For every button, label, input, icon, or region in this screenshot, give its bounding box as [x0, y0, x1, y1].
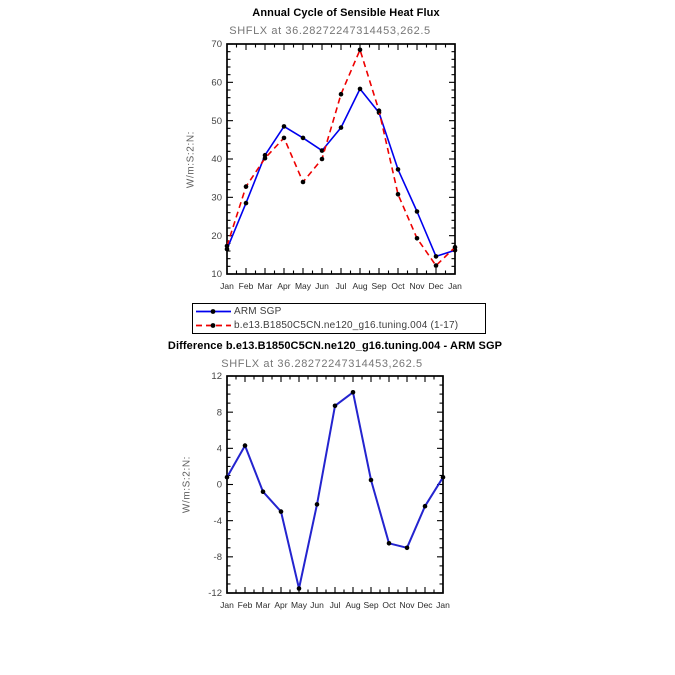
diff-chart	[208, 371, 450, 610]
data-point	[263, 156, 268, 161]
tick-label: 60	[211, 77, 222, 89]
tick-label: Nov	[399, 600, 415, 610]
tick-label: Mar	[257, 281, 273, 291]
tick-label: Jan	[220, 600, 234, 610]
tick-label: May	[290, 600, 308, 610]
tick-label: Dec	[428, 281, 444, 291]
tick-label: 20	[211, 230, 222, 242]
tick-label: Sep	[363, 600, 379, 610]
tick-label: Jan	[448, 281, 462, 291]
legend	[192, 303, 486, 334]
data-point	[358, 87, 363, 92]
tick-label: Mar	[255, 600, 271, 610]
top-chart-title: Annual Cycle of Sensible Heat Flux	[252, 7, 440, 19]
data-point	[339, 125, 344, 130]
tick-label: Aug	[352, 281, 368, 291]
legend-entry-model	[195, 319, 485, 332]
data-point	[369, 478, 374, 483]
data-point	[434, 254, 439, 259]
tick-label: 8	[216, 407, 222, 419]
data-point	[377, 108, 382, 113]
data-point	[434, 263, 439, 268]
tick-label: Feb	[238, 281, 254, 291]
data-point	[441, 475, 446, 480]
data-point	[225, 475, 230, 480]
data-point	[244, 201, 249, 206]
tick-label: Dec	[417, 600, 433, 610]
tick-label: -4	[213, 515, 222, 527]
arm-sgp-line-sample-icon	[195, 305, 232, 318]
data-point	[405, 546, 410, 551]
legend-label-model: b.e13.B1850C5CN.ne120_g16.tuning.004 (1-17)	[234, 320, 459, 331]
data-point	[297, 586, 302, 591]
data-point	[282, 124, 287, 129]
top-chart-axes	[211, 39, 462, 291]
data-point	[282, 136, 287, 141]
data-point	[333, 404, 338, 409]
data-point	[396, 192, 401, 197]
tick-label: 4	[216, 443, 222, 455]
series-line	[227, 392, 443, 588]
tick-label: Jul	[335, 281, 347, 291]
tick-label: 0	[216, 479, 222, 491]
diff-chart-axes	[208, 371, 450, 610]
tick-label: 12	[211, 371, 222, 383]
tick-label: -12	[208, 588, 222, 600]
data-point	[358, 48, 363, 53]
tick-label: 40	[211, 154, 222, 166]
top-chart-series-1	[225, 48, 458, 268]
tick-label: May	[294, 281, 312, 291]
tick-label: 70	[211, 39, 222, 51]
legend-entry-arm-sgp	[195, 305, 485, 318]
diff-chart-subtitle: SHFLX at 36.28272247314453,262.5	[221, 358, 423, 370]
data-point	[244, 184, 249, 189]
top-chart-series-0	[225, 87, 458, 259]
data-point	[225, 244, 230, 249]
data-point	[415, 236, 420, 241]
data-point	[387, 541, 392, 546]
tick-label: Sep	[371, 281, 387, 291]
top-chart-y-axis-label: W/m:S:2:N:	[185, 130, 197, 189]
tick-label: Jul	[329, 600, 341, 610]
data-point	[423, 504, 428, 509]
data-point	[339, 92, 344, 97]
data-point	[396, 167, 401, 172]
tick-label: 10	[211, 269, 222, 281]
data-point	[315, 502, 320, 507]
top-chart	[211, 39, 462, 291]
data-point	[301, 180, 306, 185]
data-point	[453, 245, 458, 250]
tick-label: Oct	[391, 281, 405, 291]
tick-label: Oct	[382, 600, 396, 610]
tick-label: Feb	[237, 600, 253, 610]
plot-frame	[227, 44, 455, 274]
tick-label: Nov	[409, 281, 425, 291]
tick-label: Apr	[277, 281, 291, 291]
tick-label: 30	[211, 192, 222, 204]
tick-label: Jun	[310, 600, 324, 610]
data-point	[279, 509, 284, 514]
tick-label: Jan	[220, 281, 234, 291]
tick-label: Apr	[274, 600, 288, 610]
data-point	[243, 443, 248, 448]
tick-label: Jun	[315, 281, 329, 291]
diff-chart-title: Difference b.e13.B1850C5CN.ne120_g16.tuning.004 - ARM SGP	[167, 340, 503, 352]
series-line	[227, 89, 455, 257]
legend-label-arm-sgp: ARM SGP	[234, 306, 282, 317]
data-point	[320, 148, 325, 153]
data-point	[301, 136, 306, 141]
data-point	[261, 489, 266, 494]
top-chart-subtitle: SHFLX at 36.28272247314453,262.5	[229, 25, 431, 37]
tick-label: Jan	[436, 600, 450, 610]
series-line	[227, 50, 455, 266]
tick-label: 50	[211, 115, 222, 127]
diff-chart-y-axis-label: W/m:S:2:N:	[181, 455, 193, 514]
model-dashed-line-sample-icon	[195, 319, 232, 332]
tick-label: -8	[213, 552, 222, 564]
diff-chart-series-0	[225, 390, 446, 591]
data-point	[415, 209, 420, 214]
data-point	[320, 157, 325, 162]
data-point	[351, 390, 356, 395]
tick-label: Aug	[345, 600, 361, 610]
